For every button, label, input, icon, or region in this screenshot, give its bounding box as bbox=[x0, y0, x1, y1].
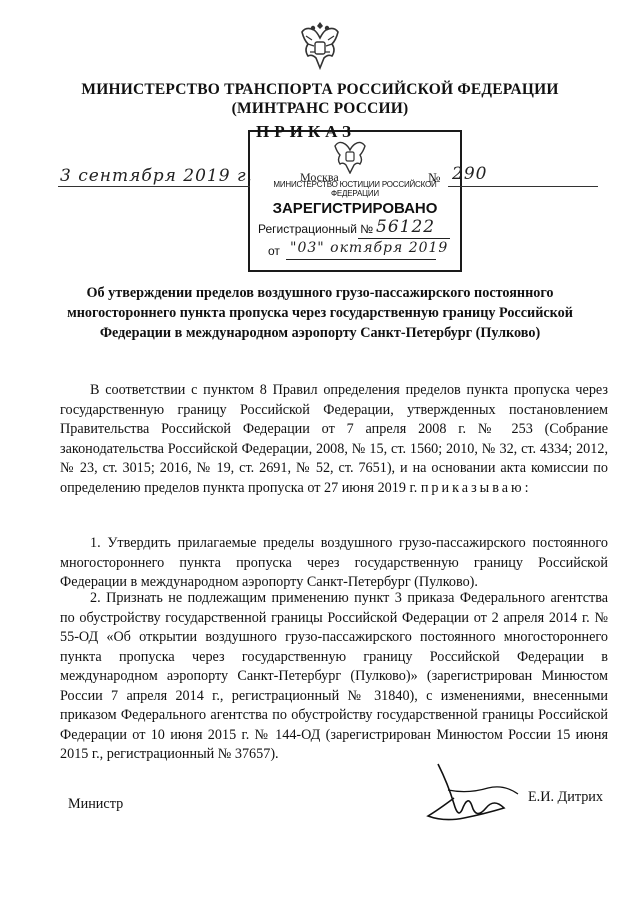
date-underline bbox=[58, 186, 250, 187]
stamp-date-value: "03" октября 2019 bbox=[290, 240, 449, 256]
stamp-date-label: от bbox=[268, 244, 280, 258]
paragraph-item-1: 1. Утвердить прилагаемые пределы воздушного грузо-пассажирского постоянного многостороннего пункта пропуска через государственную границу Российской Федерации в международном аэропорту Санкт-Петербург (Пулково). bbox=[60, 535, 608, 590]
stamp-registered-label: ЗАРЕГИСТРИРОВАНО bbox=[272, 200, 438, 217]
number-sign: № bbox=[428, 170, 441, 185]
number-underline bbox=[448, 186, 598, 187]
handwritten-signature bbox=[418, 760, 538, 830]
signatory-position: Министр bbox=[68, 796, 124, 812]
reg-number-underline bbox=[358, 238, 450, 239]
ministry-abbreviation: (МИНТРАНС РОССИИ) bbox=[231, 100, 409, 117]
order-heading: ПРИКАЗ bbox=[256, 122, 356, 141]
city-label: Москва bbox=[300, 170, 339, 184]
stamp-reg-number-label: Регистрационный № bbox=[258, 222, 374, 236]
paragraph-preamble bbox=[60, 381, 608, 498]
signatory-name: Е.И. Дитрих bbox=[528, 789, 603, 805]
stamp-ministry-name: МИНИСТЕРСТВО ЮСТИЦИИ РОССИЙСКОЙ ФЕДЕРАЦИИ bbox=[273, 180, 437, 198]
document-title: Об утверждении пределов воздушного грузо-пассажирского постоянного многостороннего пункта пропуска через государственную границу Российской Федерации в международном аэропорту Санкт-Петербург (Пулково) bbox=[67, 285, 573, 341]
stamp-date-underline bbox=[286, 259, 436, 260]
paragraph-item-2: 2. Признать не подлежащим применению пункт 3 приказа Федерального агентства по обустройству государственной границы Российской Федерации от 2 апреля 2014 г. № 55-ОД «Об открытии воздушного грузо-пассажирского постоянного многостороннего пункта пропуска через государственную границу Российской Федерации в международном аэропорту Санкт-Петербург (Пулково)» (зарегистрирован Минюстом России 7 апреля 2014 г., регистрационный № 31840), с изменениями, внесенными приказом Федерального агентства по обустройству государственной границы Российской Федерации от 10 июня 2015 г. № 144-ОД (зарегистрирован Минюстом России 15 июня 2015 г., регистрационный № 37657). bbox=[60, 590, 608, 762]
coat-of-arms-icon bbox=[296, 18, 344, 72]
order-number: 290 bbox=[452, 164, 488, 184]
stamp-reg-number: 56122 bbox=[376, 217, 436, 237]
order-verb: приказываю: bbox=[420, 479, 532, 496]
ministry-name: МИНИСТЕРСТВО ТРАНСПОРТА РОССИЙСКОЙ ФЕДЕРАЦИИ bbox=[81, 81, 559, 98]
order-date: 3 сентября 2019 г. bbox=[60, 166, 253, 186]
preamble-text: В соответствии с пунктом 8 Правил определения пределов пункта пропуска через государственную границу Российской Федерации, утвержденных постановлением Правительства Российской Федерации от 7 апреля 2008 г. № 253 (Собрание законодательства Российской Федерации, 2008, № 15, ст. 1560; 2010, № 32, ст. 4334; 2012, № 23, ст. 3015; 2016, № 19, ст. 2691, № 52, ст. 7651), и на основании акта комиссии по определению пределов пункта пропуска от 27 июня 2019 г. bbox=[60, 382, 608, 496]
